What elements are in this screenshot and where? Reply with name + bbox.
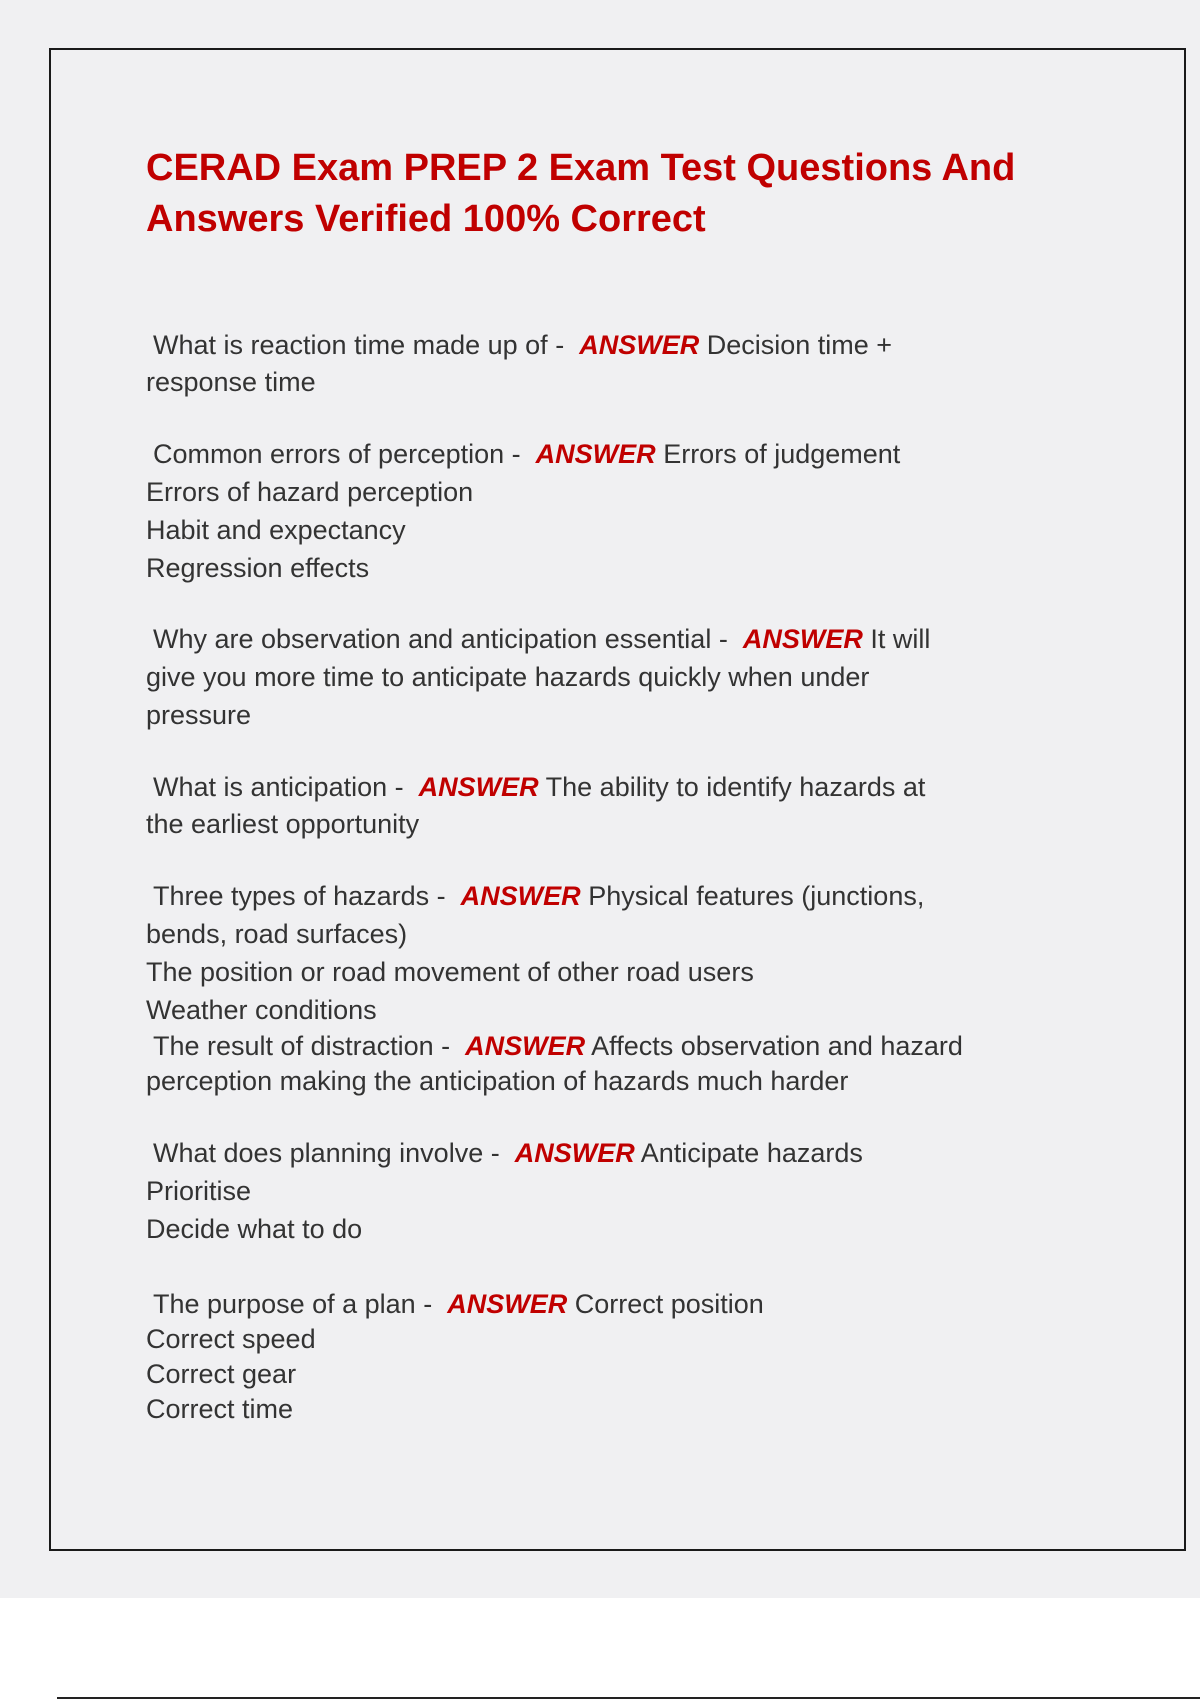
answer-label: ANSWER: [535, 439, 656, 469]
answer-label: ANSWER: [742, 624, 863, 654]
question-text: What is reaction time made up of: [153, 330, 548, 360]
question-text: Why are observation and anticipation essential: [153, 624, 712, 654]
answer-text: Affects observation and hazard: [591, 1031, 963, 1061]
answer-text: It will: [870, 624, 931, 654]
answer-line: Decide what to do: [146, 1214, 363, 1244]
answer-label: ANSWER: [465, 1031, 586, 1061]
answer-line: Correct speed: [146, 1324, 316, 1354]
answer-line: Prioritise: [146, 1176, 252, 1206]
answer-text: The ability to identify hazards at: [545, 772, 926, 802]
answer-label: ANSWER: [418, 772, 539, 802]
answer-line: response time: [146, 367, 316, 397]
question-line: [146, 1287, 1126, 1322]
answer-line: bends, road surfaces): [146, 919, 408, 949]
question-separator: -: [483, 1138, 508, 1168]
answer-line: the earliest opportunity: [146, 809, 420, 839]
question-separator: -: [504, 439, 529, 469]
question-text: The purpose of a plan: [153, 1289, 416, 1319]
question-line: [146, 327, 1126, 364]
qa-item: [146, 620, 1126, 734]
question-line: [146, 877, 1126, 915]
question-separator: -: [415, 1289, 440, 1319]
answer-text: Decision time +: [706, 330, 893, 360]
answer-text: Anticipate hazards: [640, 1138, 863, 1168]
question-line: [146, 769, 1126, 806]
document-page: [49, 48, 1186, 1551]
answer-line: Regression effects: [146, 553, 370, 583]
page-gap: [0, 1598, 1200, 1700]
qa-item: [146, 769, 1126, 843]
question-line: [146, 620, 1126, 658]
next-page-top-edge: [57, 1697, 1200, 1699]
answer-line: Errors of hazard perception: [146, 477, 474, 507]
answer-text: Physical features (junctions,: [588, 881, 925, 911]
answer-label: ANSWER: [579, 330, 700, 360]
answer-line: The position or road movement of other road users: [146, 957, 754, 987]
question-text: What does planning involve: [153, 1138, 484, 1168]
answer-line: Correct gear: [146, 1359, 297, 1389]
answer-line: Weather conditions: [146, 995, 377, 1025]
answer-line: perception making the anticipation of hazards much harder: [146, 1066, 849, 1096]
qa-item: [146, 1134, 1126, 1248]
qa-item: [146, 877, 1126, 1029]
answer-line: pressure: [146, 700, 252, 730]
document-title: CERAD Exam PREP 2 Exam Test Questions And Answers Verified 100% Correct: [146, 147, 1016, 240]
answer-text: Correct position: [574, 1289, 764, 1319]
question-text: Three types of hazards: [153, 881, 430, 911]
qa-item: [146, 1029, 1126, 1099]
answer-text: Errors of judgement: [663, 439, 901, 469]
question-separator: -: [711, 624, 736, 654]
qa-item: [146, 327, 1126, 401]
answer-label: ANSWER: [514, 1138, 635, 1168]
answer-line: Habit and expectancy: [146, 515, 406, 545]
question-line: [146, 1134, 1126, 1172]
question-separator: -: [547, 330, 572, 360]
qa-item: [146, 435, 1126, 587]
question-line: [146, 435, 1126, 473]
qa-item: [146, 1287, 1126, 1427]
answer-line: Correct time: [146, 1394, 294, 1424]
question-line: [146, 1029, 1126, 1064]
question-text: Common errors of perception: [153, 439, 505, 469]
question-separator: -: [429, 881, 454, 911]
answer-line: give you more time to anticipate hazards quickly when under: [146, 662, 870, 692]
question-separator: -: [433, 1031, 458, 1061]
question-text: What is anticipation: [153, 772, 388, 802]
question-separator: -: [387, 772, 412, 802]
question-text: The result of distraction: [153, 1031, 434, 1061]
answer-label: ANSWER: [460, 881, 581, 911]
answer-label: ANSWER: [447, 1289, 568, 1319]
